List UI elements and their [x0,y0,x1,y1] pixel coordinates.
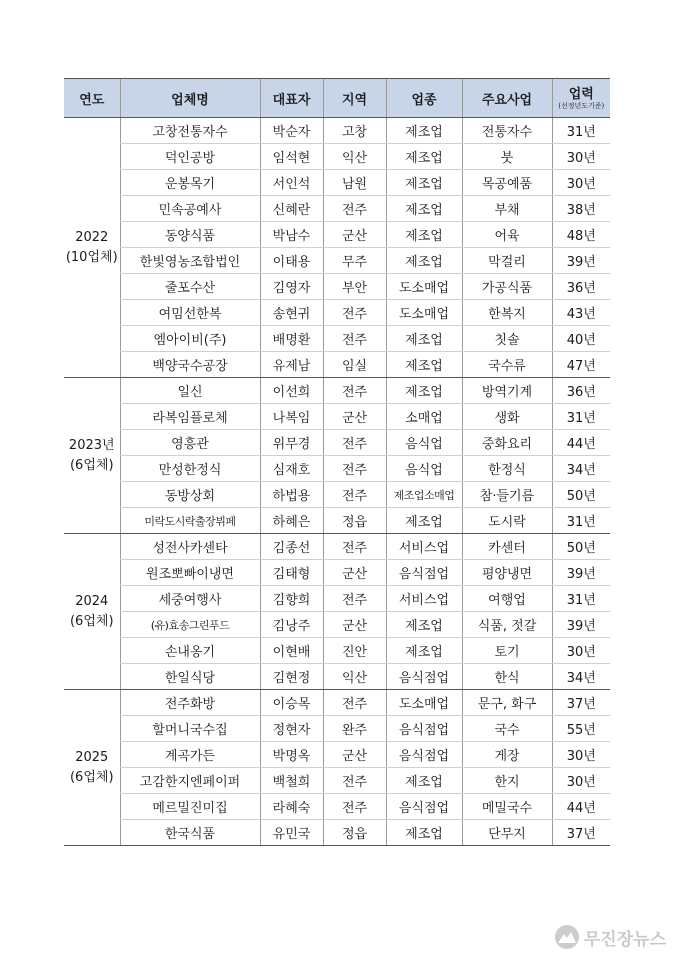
cell-years: 38년 [552,196,610,222]
cell-years: 39년 [552,248,610,274]
cell-ceo: 배명환 [260,326,323,352]
table-row [64,352,610,378]
cell-ceo: 유민국 [260,820,323,846]
cell-ceo: 박명옥 [260,742,323,768]
cell-ceo: 임석현 [260,144,323,170]
header-history-label: 업력 [568,86,594,102]
cell-ceo: 김영자 [260,274,323,300]
cell-ceo: 이태용 [260,248,323,274]
cell-company: 여밈선한복 [120,300,260,326]
table-row [64,560,610,586]
cell-years: 43년 [552,300,610,326]
year-label: 2025 [75,749,109,765]
year-cell [64,690,120,846]
cell-years: 30년 [552,638,610,664]
cell-business: 식품, 젓갈 [462,612,552,638]
header-year: 연도 [64,79,120,118]
cell-business: 가공식품 [462,274,552,300]
cell-company: 동방상회 [120,482,260,508]
table-row [64,820,610,846]
cell-region: 전주 [323,430,386,456]
cell-business: 국수 [462,716,552,742]
cell-region: 무주 [323,248,386,274]
cell-company: 일신 [120,378,260,404]
cell-business: 카센터 [462,534,552,560]
cell-business: 붓 [462,144,552,170]
cell-industry: 제조업소매업 [386,482,462,508]
cell-years: 55년 [552,716,610,742]
cell-company: 전주화방 [120,690,260,716]
cell-industry: 제조업 [386,638,462,664]
cell-ceo: 이승목 [260,690,323,716]
cell-business: 한정식 [462,456,552,482]
cell-business: 메밀국수 [462,794,552,820]
cell-company: 덕인공방 [120,144,260,170]
cell-region: 전주 [323,534,386,560]
cell-region: 임실 [323,352,386,378]
company-count: (6업체) [69,457,114,473]
cell-business: 한지 [462,768,552,794]
cell-company: 메르밀진미집 [120,794,260,820]
cell-industry: 제조업 [386,248,462,274]
cell-business: 전통자수 [462,118,552,144]
cell-business: 목공예품 [462,170,552,196]
table-body [64,118,610,846]
cell-company: 백양국수공장 [120,352,260,378]
cell-region: 부안 [323,274,386,300]
header-industry: 업종 [386,79,462,118]
table-row [64,768,610,794]
cell-business: 토기 [462,638,552,664]
header-ceo: 대표자 [260,79,323,118]
cell-business: 도시락 [462,508,552,534]
table-row [64,144,610,170]
header-business: 주요사업 [462,79,552,118]
cell-ceo: 하혜은 [260,508,323,534]
cell-years: 30년 [552,768,610,794]
cell-years: 31년 [552,586,610,612]
cell-years: 34년 [552,664,610,690]
cell-company: 영흥관 [120,430,260,456]
cell-years: 36년 [552,274,610,300]
year-cell [64,378,120,534]
cell-region: 전주 [323,690,386,716]
cell-industry: 제조업 [386,170,462,196]
header-history-note: (선정년도기준) [558,101,605,110]
cell-industry: 도소매업 [386,274,462,300]
cell-region: 남원 [323,170,386,196]
cell-business: 방역기계 [462,378,552,404]
cell-region: 전주 [323,482,386,508]
cell-industry: 서비스업 [386,534,462,560]
cell-company: 계곡가든 [120,742,260,768]
year-label: 2024 [75,593,109,609]
cell-years: 47년 [552,352,610,378]
table-row [64,118,610,144]
year-cell [64,534,120,690]
table-row [64,716,610,742]
table-row [64,326,610,352]
cell-company: 원조뽀빠이냉면 [120,560,260,586]
cell-ceo: 나복임 [260,404,323,430]
cell-region: 고창 [323,118,386,144]
cell-business: 여행업 [462,586,552,612]
cell-business: 막걸리 [462,248,552,274]
cell-years: 37년 [552,690,610,716]
table-row [64,690,610,716]
cell-region: 군산 [323,742,386,768]
cell-industry: 음식점업 [386,560,462,586]
cell-region: 군산 [323,404,386,430]
cell-industry: 제조업 [386,768,462,794]
cell-company: 한국식품 [120,820,260,846]
cell-industry: 음식업 [386,430,462,456]
cell-region: 진안 [323,638,386,664]
cell-years: 39년 [552,560,610,586]
cell-region: 전주 [323,768,386,794]
table-row [64,456,610,482]
table-row [64,404,610,430]
table-row [64,482,610,508]
cell-company: 민속공예사 [120,196,260,222]
cell-ceo: 백철희 [260,768,323,794]
cell-ceo: 하법용 [260,482,323,508]
cell-industry: 제조업 [386,508,462,534]
cell-ceo: 유제남 [260,352,323,378]
cell-business: 국수류 [462,352,552,378]
cell-industry: 제조업 [386,222,462,248]
table-row [64,508,610,534]
cell-ceo: 김종선 [260,534,323,560]
cell-industry: 음식점업 [386,742,462,768]
year-label: 2022 [75,229,109,245]
cell-years: 34년 [552,456,610,482]
cell-industry: 제조업 [386,378,462,404]
cell-ceo: 서인석 [260,170,323,196]
cell-years: 30년 [552,742,610,768]
cell-ceo: 위무경 [260,430,323,456]
cell-company: 고감한지엔페이퍼 [120,768,260,794]
cell-business: 문구, 화구 [462,690,552,716]
cell-region: 정읍 [323,820,386,846]
cell-years: 31년 [552,404,610,430]
cell-company: 운봉목기 [120,170,260,196]
cell-business: 부채 [462,196,552,222]
cell-ceo: 이현배 [260,638,323,664]
table-row [64,274,610,300]
cell-years: 30년 [552,144,610,170]
cell-business: 칫솔 [462,326,552,352]
cell-industry: 음식점업 [386,716,462,742]
table-row [64,612,610,638]
cell-ceo: 심재호 [260,456,323,482]
table-row [64,664,610,690]
cell-years: 44년 [552,430,610,456]
cell-region: 전주 [323,456,386,482]
cell-company: 미락도시락출장뷔페 [120,508,260,534]
cell-company: (유)효송그린푸드 [120,612,260,638]
cell-industry: 제조업 [386,196,462,222]
cell-business: 중화요리 [462,430,552,456]
cell-ceo: 라혜숙 [260,794,323,820]
table-row [64,196,610,222]
cell-years: 44년 [552,794,610,820]
cell-years: 48년 [552,222,610,248]
cell-region: 군산 [323,222,386,248]
table-row [64,586,610,612]
cell-industry: 도소매업 [386,690,462,716]
cell-region: 전주 [323,586,386,612]
cell-company: 손내옹기 [120,638,260,664]
cell-ceo: 김향희 [260,586,323,612]
cell-business: 참·들기름 [462,482,552,508]
cell-industry: 음식점업 [386,794,462,820]
cell-industry: 제조업 [386,118,462,144]
business-table [64,78,610,846]
cell-ceo: 정현자 [260,716,323,742]
cell-years: 39년 [552,612,610,638]
table-row [64,248,610,274]
cell-company: 엠아이비(주) [120,326,260,352]
cell-company: 만성한정식 [120,456,260,482]
header-history [552,79,610,118]
cell-region: 완주 [323,716,386,742]
cell-company: 고창전통자수 [120,118,260,144]
cell-business: 게장 [462,742,552,768]
cell-company: 할머니국수집 [120,716,260,742]
cell-industry: 도소매업 [386,300,462,326]
table-row [64,170,610,196]
cell-region: 익산 [323,664,386,690]
cell-business: 어육 [462,222,552,248]
cell-region: 전주 [323,196,386,222]
cell-region: 익산 [323,144,386,170]
cell-business: 한복지 [462,300,552,326]
cell-industry: 제조업 [386,144,462,170]
cell-years: 30년 [552,170,610,196]
table-row [64,742,610,768]
cell-years: 36년 [552,378,610,404]
cell-company: 성전사카센타 [120,534,260,560]
table-row [64,430,610,456]
table-row [64,534,610,560]
cell-region: 정읍 [323,508,386,534]
cell-industry: 소매업 [386,404,462,430]
cell-ceo: 김태형 [260,560,323,586]
table-row [64,300,610,326]
cell-ceo: 김현정 [260,664,323,690]
cell-years: 50년 [552,482,610,508]
cell-company: 한빛영농조합법인 [120,248,260,274]
watermark [554,920,666,954]
cell-region: 군산 [323,560,386,586]
cell-years: 50년 [552,534,610,560]
cell-years: 40년 [552,326,610,352]
header-company: 업체명 [120,79,260,118]
header-row [64,79,610,118]
cell-business: 생화 [462,404,552,430]
cell-ceo: 김낭주 [260,612,323,638]
company-count: (6업체) [69,613,114,629]
table-row [64,222,610,248]
cell-business: 한식 [462,664,552,690]
cell-company: 줄포수산 [120,274,260,300]
cell-company: 동양식품 [120,222,260,248]
cell-industry: 제조업 [386,612,462,638]
cell-years: 37년 [552,820,610,846]
cell-company: 라복임플로체 [120,404,260,430]
cell-ceo: 송현귀 [260,300,323,326]
cell-industry: 음식점업 [386,664,462,690]
cell-ceo: 박남수 [260,222,323,248]
cell-region: 군산 [323,612,386,638]
header-region: 지역 [323,79,386,118]
cell-region: 전주 [323,326,386,352]
table-row [64,794,610,820]
cell-business: 단무지 [462,820,552,846]
cell-ceo: 이선희 [260,378,323,404]
cell-business: 평양냉면 [462,560,552,586]
cell-years: 31년 [552,508,610,534]
cell-industry: 서비스업 [386,586,462,612]
cell-industry: 제조업 [386,820,462,846]
year-cell [64,118,120,378]
cell-ceo: 신혜란 [260,196,323,222]
cell-region: 전주 [323,794,386,820]
cell-company: 한일식당 [120,664,260,690]
cell-industry: 제조업 [386,326,462,352]
cell-region: 전주 [323,378,386,404]
table-row [64,638,610,664]
cell-ceo: 박순자 [260,118,323,144]
cell-industry: 음식업 [386,456,462,482]
cell-company: 세중여행사 [120,586,260,612]
mountain-logo-icon [554,924,580,950]
year-label: 2023년 [68,437,115,453]
cell-industry: 제조업 [386,352,462,378]
table-row [64,378,610,404]
company-count: (6업체) [69,769,114,785]
cell-years: 31년 [552,118,610,144]
company-count: (10업체) [65,249,118,265]
watermark-text: 무진장뉴스 [583,929,666,950]
cell-region: 전주 [323,300,386,326]
